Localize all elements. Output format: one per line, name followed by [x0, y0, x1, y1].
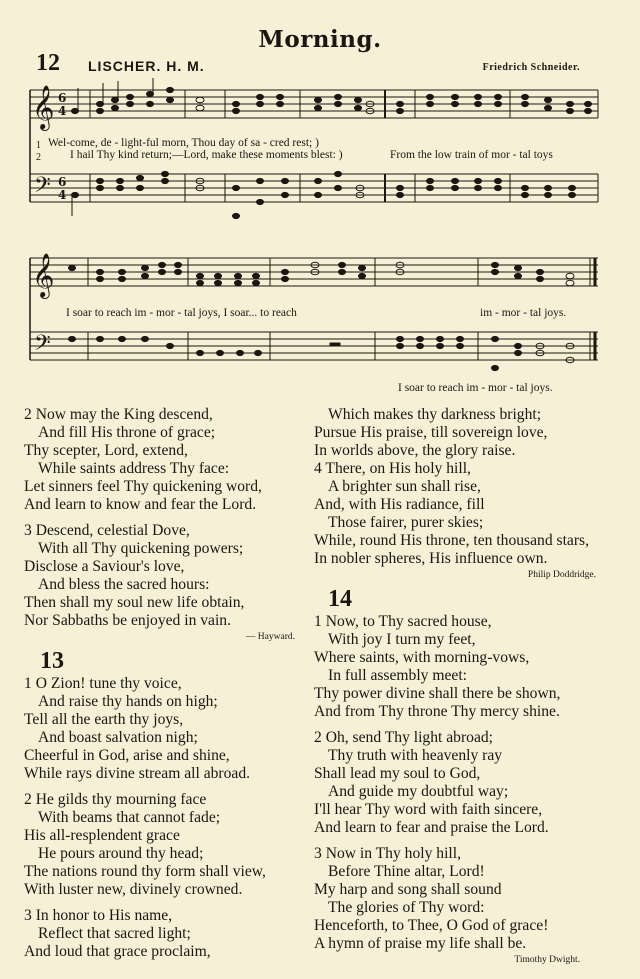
svg-text:6: 6	[58, 91, 67, 105]
right-column	[314, 406, 604, 965]
verse-line: In worlds above, the glory raise.	[314, 442, 516, 459]
lyric-line-1c: From the low train of mor - tal toys	[390, 149, 553, 161]
lyric-line-2-bass: I soar to reach im - mor - tal joys.	[398, 382, 553, 394]
verse-line: 2 Oh, send Thy light abroad;	[314, 729, 494, 746]
verse-line: Henceforth, to Thee, O God of grace!	[314, 917, 549, 934]
verse-line: With beams that cannot fade;	[38, 809, 221, 826]
svg-text:𝄞: 𝄞	[32, 85, 55, 129]
verse-line: With luster new, divinely crowned.	[24, 881, 243, 898]
hymn-12-verses	[24, 406, 309, 630]
verse-line: Those fairer, purer skies;	[328, 514, 484, 531]
verse-line: While saints address Thy face:	[38, 460, 230, 477]
verse-line: And from Thy throne Thy mercy shine.	[314, 703, 560, 720]
verse-line: Before Thine altar, Lord!	[328, 863, 485, 880]
verse-line: Where saints, with morning-vows,	[314, 649, 530, 666]
verse-line: In nobler spheres, His influence own.	[314, 550, 548, 567]
right-attribution: Philip Doddridge.	[527, 570, 596, 580]
verse-line: Nor Sabbaths be enjoyed in vain.	[24, 612, 232, 629]
verse-line: Let sinners feel Thy quickening word,	[24, 478, 262, 495]
verse-line: I'll hear Thy word with faith sincere,	[314, 801, 543, 818]
stanza-break	[314, 837, 604, 845]
hymn-12-number: 12	[36, 50, 60, 76]
music-system-2	[0, 246, 640, 396]
verse-line: His all-resplendent grace	[24, 827, 180, 844]
verse-line: And learn to fear and praise the Lord.	[314, 819, 549, 836]
verse-line: Shall lead my soul to God,	[314, 765, 481, 782]
stanza-break	[24, 783, 309, 791]
hymn-13-number: 13	[40, 648, 64, 674]
svg-text:4: 4	[58, 188, 67, 202]
verse-line: And, with His radiance, fill	[314, 496, 485, 513]
tune-name: LISCHER. H. M.	[88, 58, 205, 74]
verse-line: 3 In honor to His name,	[24, 907, 173, 924]
verse-line: And fill His throne of grace;	[38, 424, 216, 441]
final-attribution: Timothy Dwight.	[514, 955, 580, 965]
verse-line: And boast salvation nigh;	[38, 729, 198, 746]
verse-line: 2 He gilds thy mourning face	[24, 791, 207, 808]
composer-name: Friedrich Schneider.	[482, 62, 580, 73]
verse-line: 1 Now, to Thy sacred house,	[314, 613, 492, 630]
verse-line: A hymn of praise my life shall be.	[314, 935, 527, 952]
verse-line: And loud that grace proclaim,	[24, 943, 211, 960]
verse-line: With all Thy quickening powers;	[38, 540, 244, 557]
verse-line: And guide my doubtful way;	[328, 783, 509, 800]
verse-line: Tell all the earth thy joys,	[24, 711, 184, 728]
lyric-line-2: I soar to reach im - mor - tal joys, I soar... to reach	[66, 307, 297, 319]
verse-line: Disclose a Saviour's love,	[24, 558, 185, 575]
verse-mark-1: 1	[36, 140, 41, 151]
verse-line: Cheerful in God, arise and shine,	[24, 747, 230, 764]
verse-mark-2: 2	[36, 152, 41, 163]
verse-line: And learn to know and fear the Lord.	[24, 496, 257, 513]
verse-line: While, round His throne, ten thousand stars,	[314, 532, 590, 549]
hymn-14-number: 14	[328, 586, 352, 612]
verse-line: Which makes thy darkness bright;	[328, 406, 542, 423]
svg-text:𝄢: 𝄢	[34, 173, 51, 203]
verse-line: The nations round thy form shall view,	[24, 863, 266, 880]
stanza-break	[314, 721, 604, 729]
verse-line: A brighter sun shall rise,	[328, 478, 481, 495]
hymn-13-verses	[24, 675, 309, 961]
verse-line: My harp and song shall sound	[314, 881, 502, 898]
page-title: Morning.	[258, 26, 382, 53]
verse-line: 2 Now may the King descend,	[24, 406, 213, 423]
stanza-break	[24, 899, 309, 907]
left-attribution: — Hayward.	[245, 632, 295, 642]
verse-line: Reflect that sacred light;	[38, 925, 191, 942]
svg-text:4: 4	[58, 104, 67, 118]
verse-line: Pursue His praise, till sovereign love,	[314, 424, 548, 441]
verse-line: And bless the sacred hours:	[38, 576, 210, 593]
verse-line: 3 Descend, celestial Dove,	[24, 522, 190, 539]
verse-line: 3 Now in Thy holy hill,	[314, 845, 461, 862]
verse-line: While rays divine stream all abroad.	[24, 765, 251, 782]
verse-line: With joy I turn my feet,	[328, 631, 476, 648]
verse-line: In full assembly meet:	[328, 667, 468, 684]
left-column	[24, 406, 309, 961]
lyric-line-2b: im - mor - tal joys.	[480, 307, 567, 319]
svg-text:6: 6	[58, 175, 67, 189]
verse-line: The glories of Thy word:	[328, 899, 485, 916]
hymn-14-verses	[314, 613, 604, 953]
hymn-13-continuation	[314, 406, 604, 568]
lyric-line-1b: I hail Thy kind return;—Lord, make these moments blest: )	[70, 149, 343, 161]
svg-text:𝄢: 𝄢	[34, 331, 51, 361]
verse-line: 4 There, on His holy hill,	[314, 460, 471, 477]
verse-line: And raise thy hands on high;	[38, 693, 218, 710]
verse-line: Then shall my soul new life obtain,	[24, 594, 245, 611]
verse-line: Thy scepter, Lord, extend,	[24, 442, 188, 459]
verse-line: 1 O Zion! tune thy voice,	[24, 675, 182, 692]
verse-line: Thy truth with heavenly ray	[328, 747, 503, 764]
verse-line: He pours around thy head;	[38, 845, 204, 862]
stanza-break	[24, 514, 309, 522]
svg-text:𝄞: 𝄞	[32, 253, 55, 297]
verse-line: Thy power divine shall there be shown,	[314, 685, 561, 702]
lyric-line-1a: Wel-come, de - light-ful morn, Thou day of sa - cred rest; )	[48, 137, 319, 149]
